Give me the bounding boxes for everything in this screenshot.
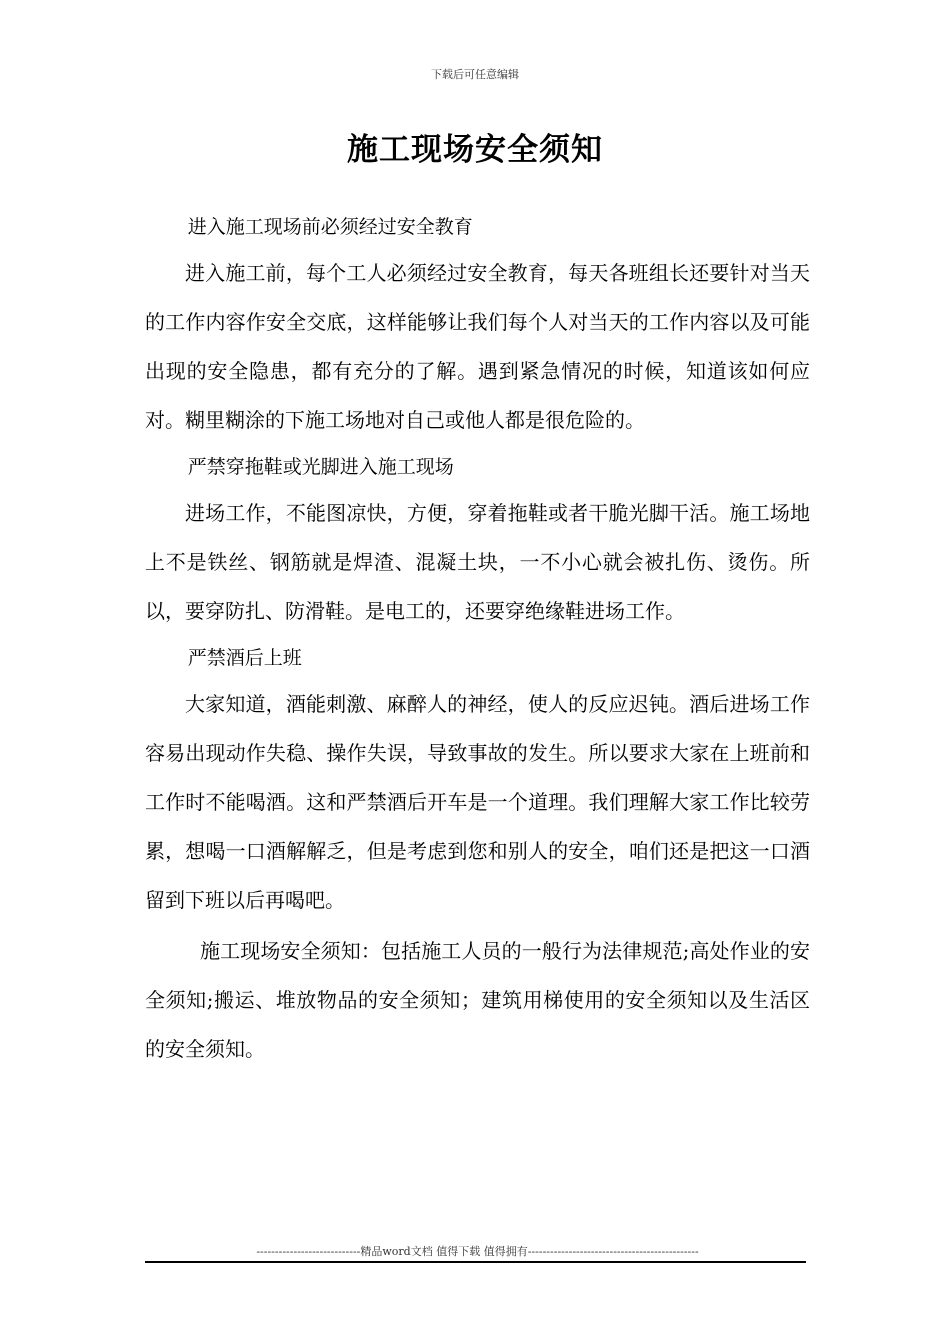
footer-note: ----------------------------精品word文档 值得下载 值得拥有---------------------------------------------- (256, 1245, 699, 1258)
document-title: 施工现场安全须知 (347, 132, 603, 168)
header-note: 下载后可任意编辑 (431, 68, 519, 81)
footer-divider (145, 1261, 806, 1263)
section-paragraph-1: 进入施工前，每个工人必须经过安全教育，每天各班组长还要针对当天的工作内容作安全交底，这样能够让我们每个人对当天的工作内容以及可能出现的安全隐患，都有充分的了解。遇到紧急情况的时候，知道该如何应对。糊里糊涂的下施工场地对自己或他人都是很危险的。 (145, 261, 810, 432)
summary-paragraph: 施工现场安全须知：包括施工人员的一般行为法律规范;高处作业的安全须知;搬运、堆放物品的安全须知；建筑用梯使用的安全须知以及生活区的安全须知。 (145, 939, 810, 1061)
section-heading-2: 严禁穿拖鞋或光脚进入施工现场 (187, 456, 454, 478)
section-paragraph-2: 进场工作，不能图凉快，方便，穿着拖鞋或者干脆光脚干活。施工场地上不是铁丝、钢筋就是焊渣、混凝土块，一不小心就会被扎伤、烫伤。所以，要穿防扎、防滑鞋。是电工的，还要穿绝缘鞋进场工作。 (145, 501, 810, 623)
section-heading-3: 严禁酒后上班 (187, 647, 302, 669)
section-heading-1: 进入施工现场前必须经过安全教育 (187, 216, 473, 238)
document-body (145, 205, 810, 1074)
section-paragraph-3: 大家知道，酒能刺激、麻醉人的神经，使人的反应迟钝。酒后进场工作容易出现动作失稳、操作失误，导致事故的发生。所以要求大家在上班前和工作时不能喝酒。这和严禁酒后开车是一个道理。我们理解大家工作比较劳累，想喝一口酒解解乏，但是考虑到您和别人的安全，咱们还是把这一口酒留到下班以后再喝吧。 (145, 692, 810, 912)
